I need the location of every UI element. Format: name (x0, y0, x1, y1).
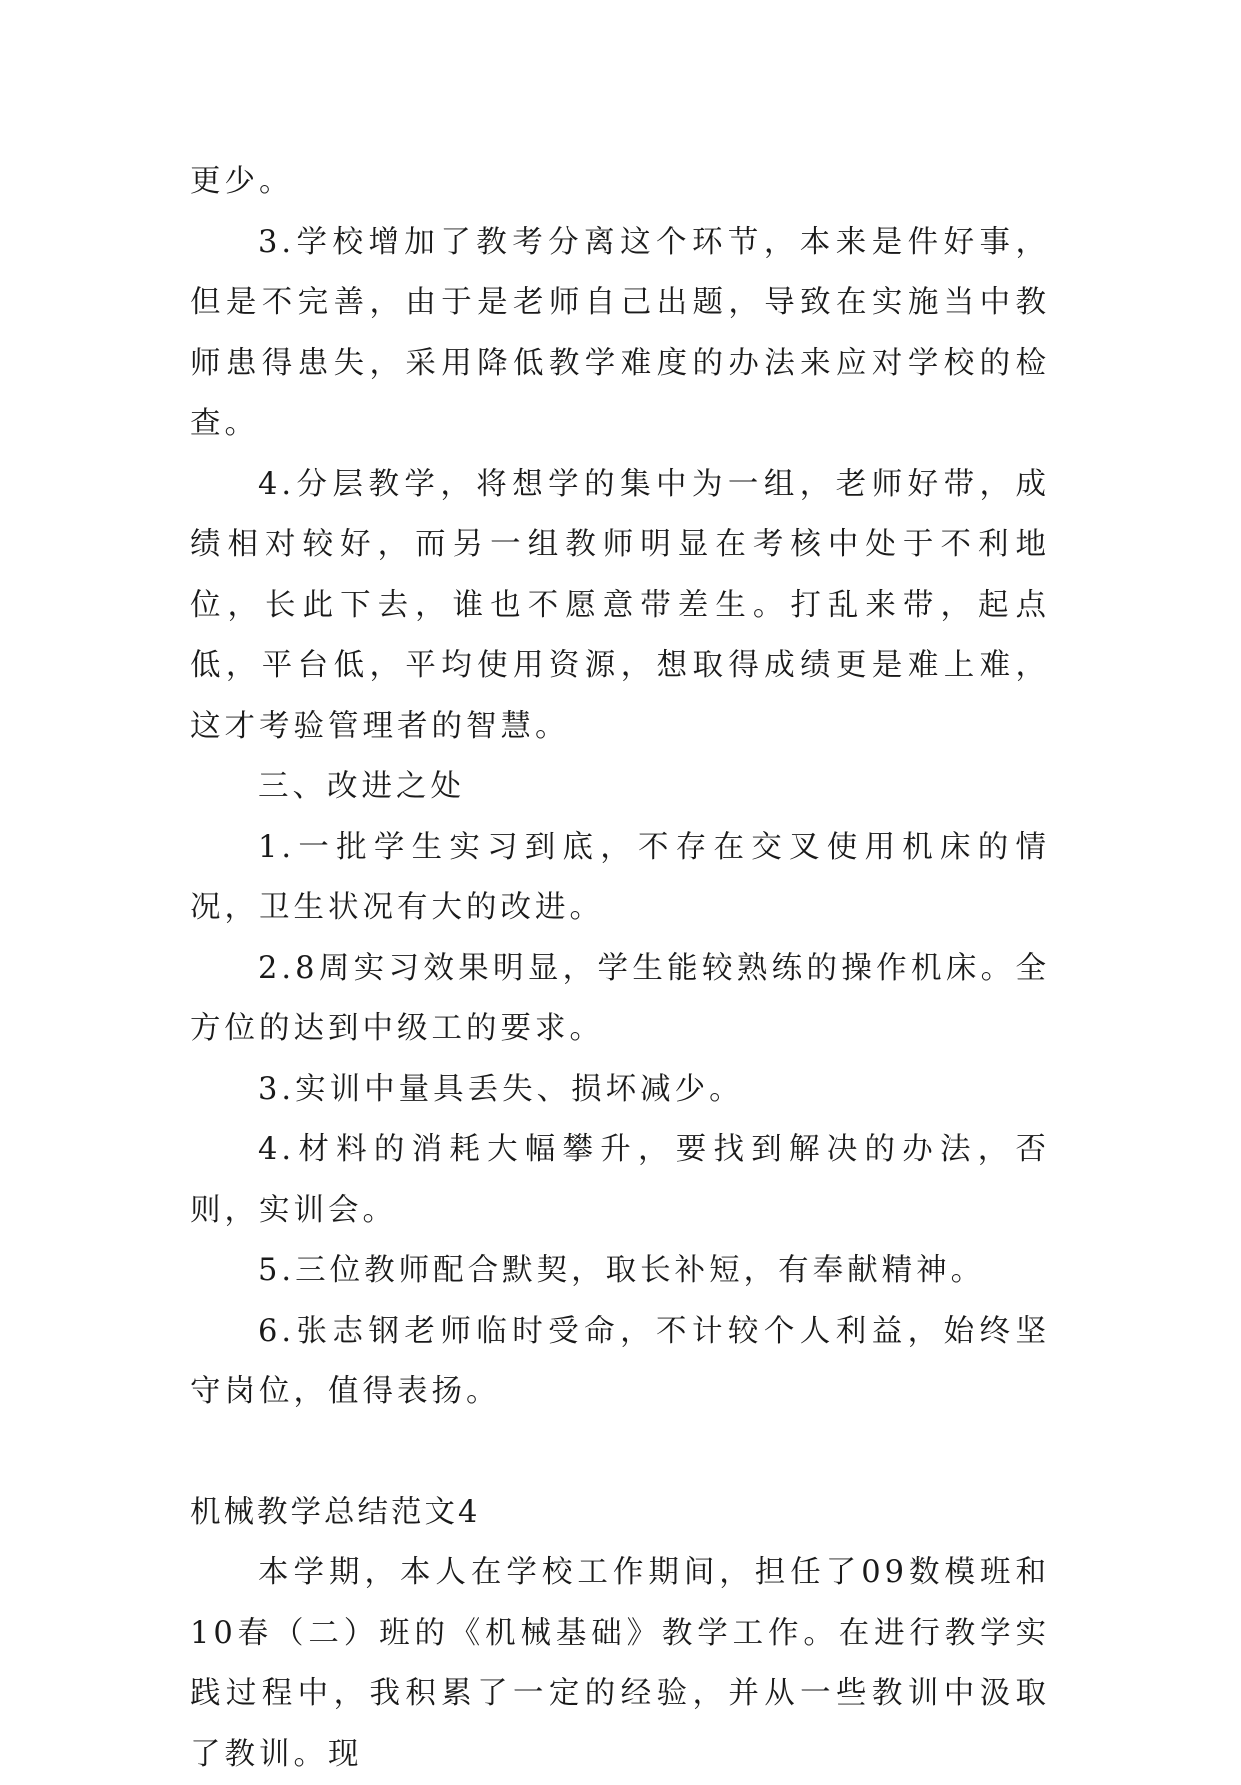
paragraph-intro: 本学期，本人在学校工作期间，担任了09数模班和10春（二）班的《机械基础》教学工作。在进行教学实践过程中，我积累了一定的经验，并从一些教训中汲取了教训。现 (190, 1555, 1050, 1772)
paragraph-item-3: 3.学校增加了教考分离这个环节，本来是件好事，但是不完善，由于是老师自己出题，导致在实施当中教师患得患失，采用降低教学难度的办法来应对学校的检查。 (190, 224, 1050, 441)
section-title: 机械教学总结范文4 (190, 1494, 481, 1530)
improvement-item-3: 3.实训中量具丢失、损坏减少。 (258, 1071, 744, 1107)
section-heading-improvements: 三、改进之处 (258, 769, 465, 804)
section-spacer (190, 1423, 1050, 1483)
paragraph-continuation: 更少。 (190, 164, 294, 199)
document-body (190, 152, 1050, 1785)
improvement-item-6: 6.张志钢老师临时受命，不计较个人利益，始终坚守岗位，值得表扬。 (190, 1313, 1050, 1409)
improvement-item-4: 4.材料的消耗大幅攀升，要找到解决的办法，否则，实训会。 (190, 1132, 1050, 1228)
paragraph-item-4: 4.分层教学，将想学的集中为一组，老师好带，成绩相对较好，而另一组教师明显在考核中处于不利地位，长此下去，谁也不愿意带差生。打乱来带，起点低，平台低，平均使用资源，想取得成绩更是难上难，这才考验管理者的智慧。 (190, 466, 1050, 744)
improvement-item-2: 2.8周实习效果明显，学生能较熟练的操作机床。全方位的达到中级工的要求。 (190, 950, 1050, 1046)
improvement-item-5: 5.三位教师配合默契，取长补短，有奉献精神。 (258, 1253, 986, 1288)
improvement-item-1: 1.一批学生实习到底，不存在交叉使用机床的情况，卫生状况有大的改进。 (190, 829, 1050, 925)
